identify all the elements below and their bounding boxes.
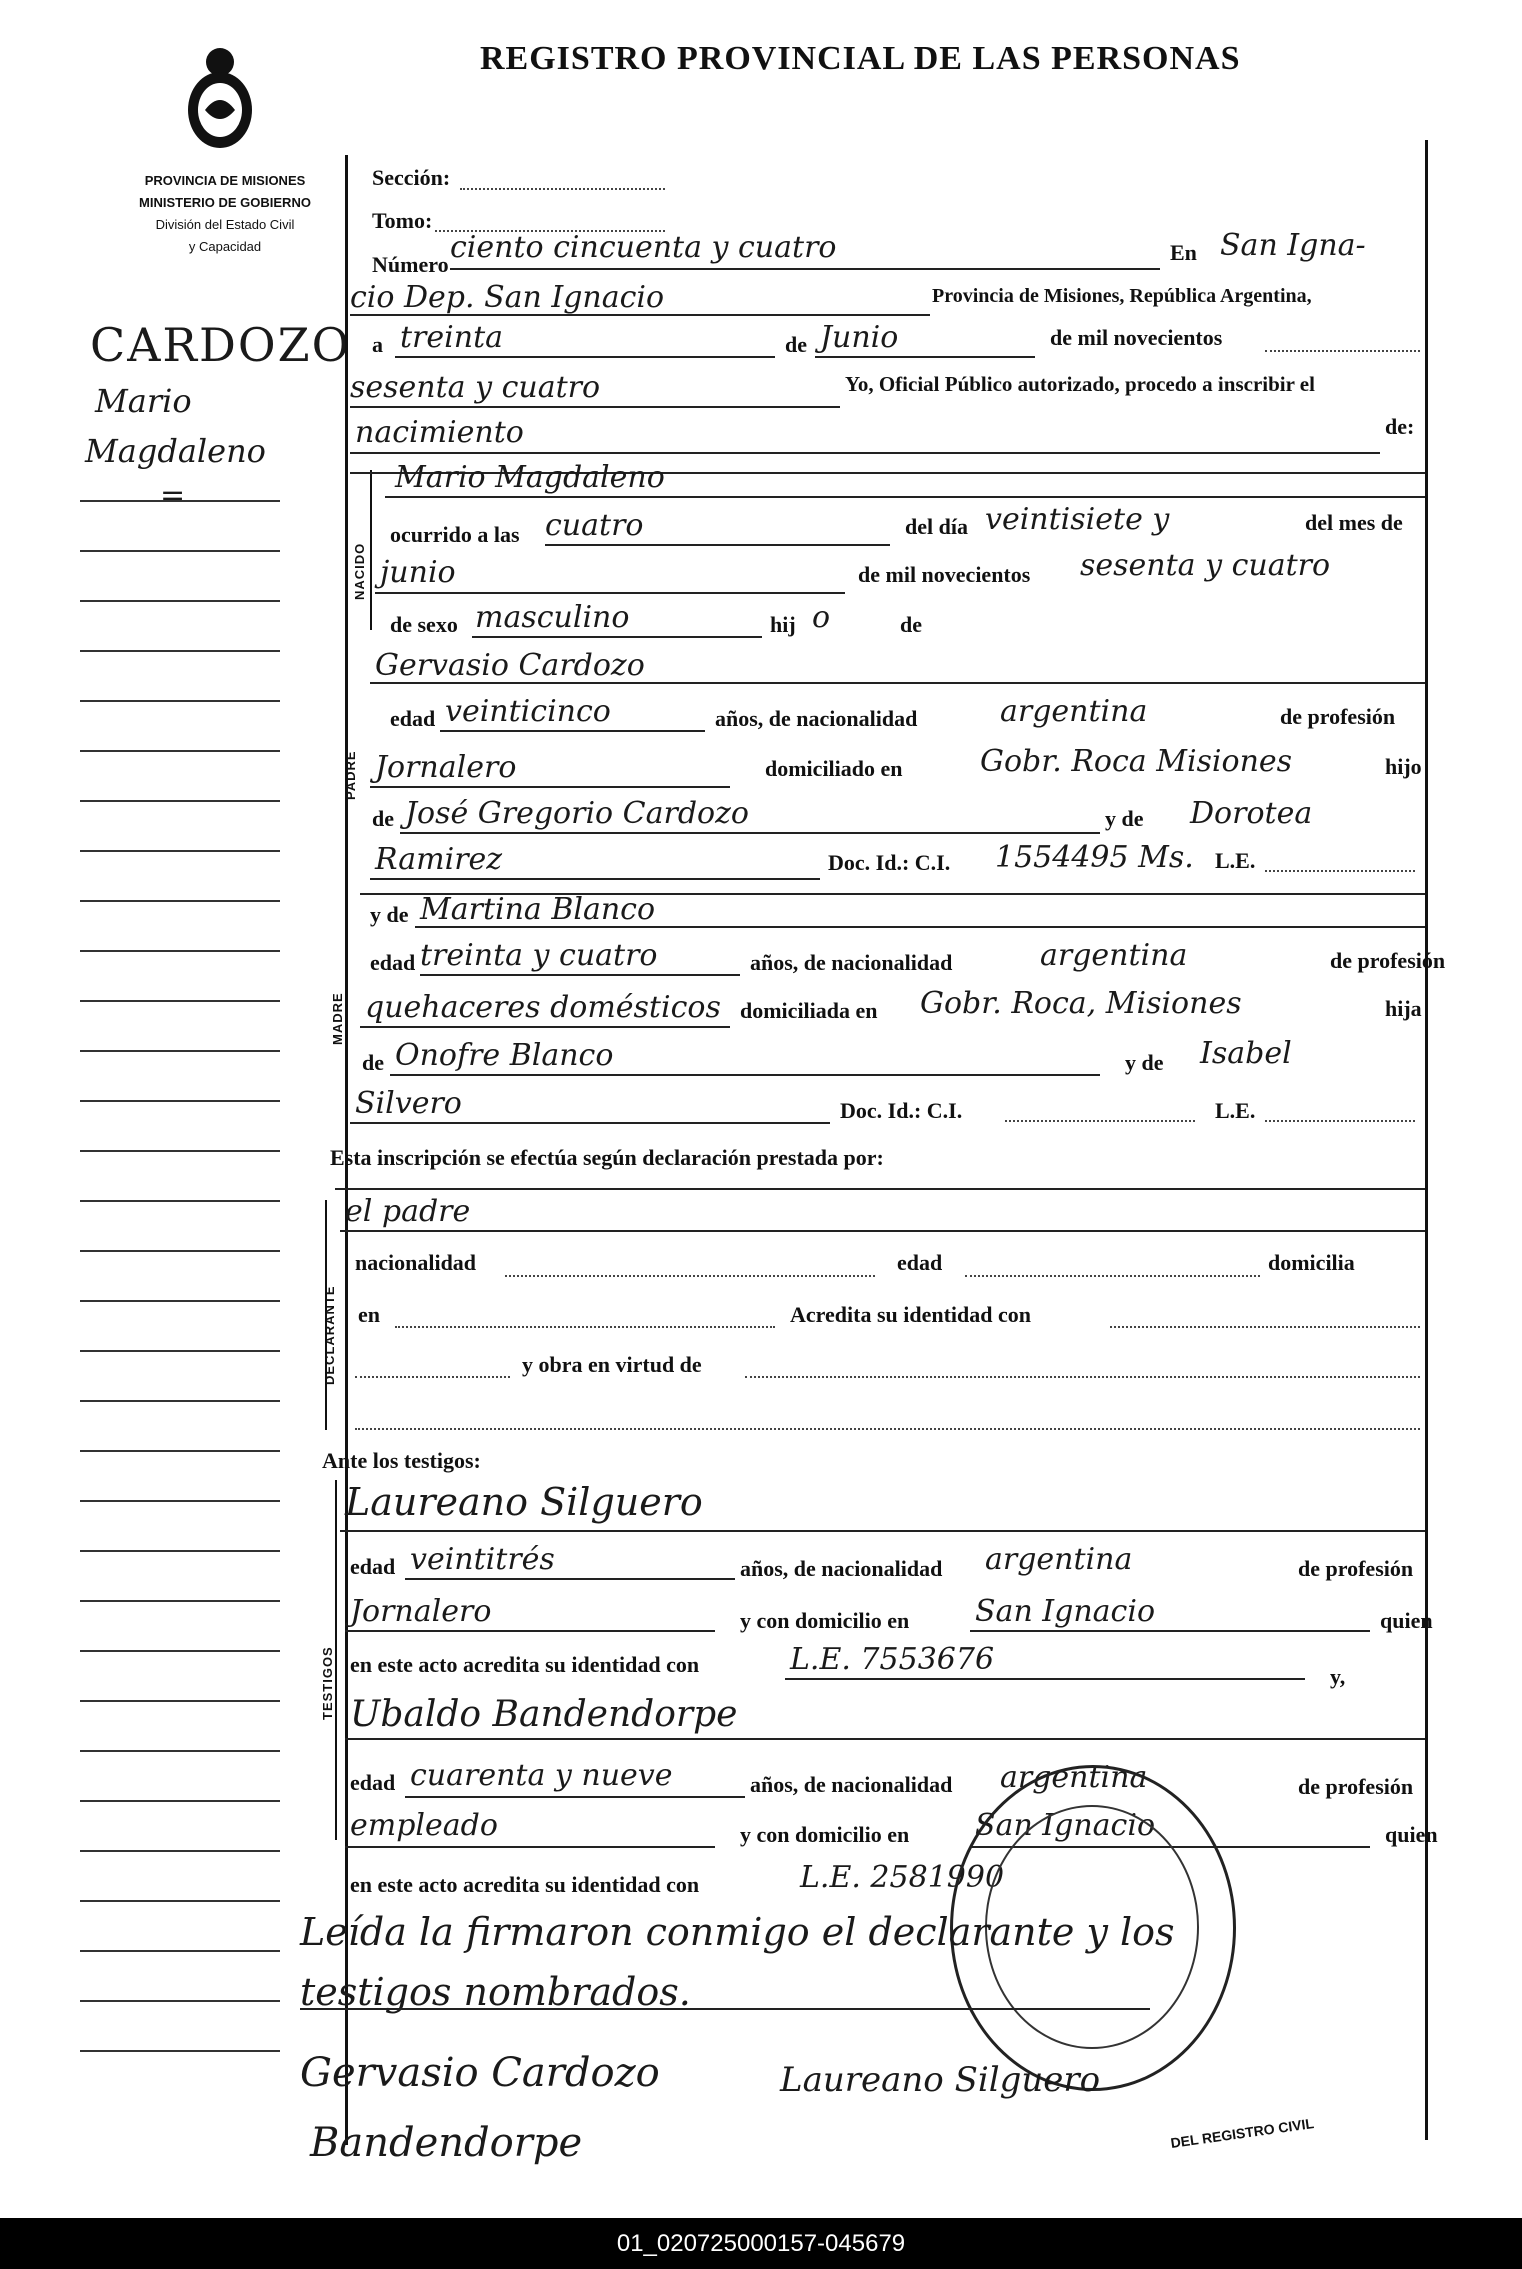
de-mil-label: de mil novecientos (1050, 325, 1223, 350)
t2-prof-value: empleado (350, 1808, 498, 1843)
t2-acto-label: en este acto acredita su identidad con (350, 1872, 700, 1897)
de-colon-label: de: (1385, 414, 1415, 439)
mes-value: Junio (820, 320, 899, 355)
decl-acredita-line (1110, 1326, 1420, 1328)
t2-quien-label: quien (1385, 1822, 1438, 1847)
a-label: a (372, 332, 383, 357)
tomo-label: Tomo: (372, 208, 433, 233)
margin-name-2: Magdaleno (85, 432, 266, 470)
t1-dom-value: San Ignacio (975, 1594, 1156, 1629)
t1-prof-label: de profesión (1298, 1556, 1414, 1581)
abuelo-m-line (390, 1074, 1100, 1076)
t1-edad-value: veintitrés (410, 1542, 555, 1577)
padre-line (370, 682, 1425, 684)
decl-extra-line (355, 1428, 1420, 1430)
margin-rule (80, 1850, 280, 1852)
signature-declarante: Gervasio Cardozo (300, 2050, 660, 2096)
t2-nac-label: años, de nacionalidad (750, 1772, 953, 1797)
testigo2-value: Ubaldo Bandendorpe (350, 1694, 738, 1735)
t2-domicilio-label: y con domicilio en (740, 1822, 910, 1847)
label-nacido: NACIDO (352, 542, 367, 600)
margin-rule (80, 1900, 280, 1902)
decl-nacionalidad-label: nacionalidad (355, 1250, 477, 1275)
madre-prof-value: quehaceres domésticos (365, 990, 721, 1025)
margin-rule (80, 1300, 280, 1302)
t1-acto-label: en este acto acredita su identidad con (350, 1652, 700, 1677)
margin-rule (80, 800, 280, 802)
padre-le-label: L.E. (1215, 848, 1256, 873)
t2-prof-line (345, 1846, 715, 1848)
declaracion-label: Esta inscripción se efectúa según declaración prestada por: (330, 1145, 884, 1170)
yo-label: Yo, Oficial Público autorizado, procedo a inscribir el (845, 372, 1315, 396)
de-mil-line (1265, 350, 1420, 352)
padre-prof-line (370, 786, 730, 788)
padre-prof-value: Jornalero (375, 750, 517, 785)
abuela-m2-value: Silvero (355, 1086, 462, 1121)
declarante-top-line (335, 1188, 1425, 1190)
sexo-value: masculino (475, 600, 630, 635)
abuela-p2-line (370, 878, 820, 880)
nombre-value: Mario Magdaleno (395, 460, 665, 495)
domiciliado-label: domiciliado en (765, 756, 903, 781)
t1-nac-value: argentina (985, 1542, 1133, 1577)
issuer-header (95, 170, 355, 258)
numero-line (450, 268, 1160, 270)
numero-value: ciento cincuenta y cuatro (450, 230, 837, 265)
t2-prof-label: de profesión (1298, 1774, 1414, 1799)
en-value: San Igna- (1220, 228, 1366, 263)
padre-value: Gervasio Cardozo (375, 648, 645, 683)
decl-acredita-label: Acredita su identidad con (790, 1302, 1032, 1327)
de-mil2-label: de mil novecientos (858, 562, 1031, 587)
testigo2-line (345, 1738, 1425, 1740)
t1-dom-line (970, 1630, 1370, 1632)
padre-le-line (1265, 870, 1415, 872)
ocurrido-label: ocurrido a las (390, 522, 520, 547)
madre-doc-line (1005, 1120, 1195, 1122)
decl-edad-label: edad (897, 1250, 943, 1275)
madre-doc-label: Doc. Id.: C.I. (840, 1098, 963, 1123)
hijo-label: hijo (1385, 754, 1422, 779)
margin-rule (80, 550, 280, 552)
margin-rule (80, 650, 280, 652)
testigo1-value: Laureano Silguero (345, 1480, 703, 1524)
padre-edad-line (440, 730, 705, 732)
margin-rule (80, 1100, 280, 1102)
mes-line (815, 356, 1035, 358)
decl-obra-line (745, 1376, 1420, 1378)
numero-label: Número (372, 252, 449, 277)
del-mes-label: del mes de (1305, 510, 1403, 535)
margin-rule (80, 950, 280, 952)
issuer-line-4: y Capacidad (188, 239, 262, 254)
margin-surname: CARDOZO (90, 318, 352, 372)
section-rule-testigos (335, 1480, 337, 1840)
margin-rule (80, 850, 280, 852)
closing-line-2: testigos nombrados. (300, 1970, 691, 2014)
acto-value: nacimiento (355, 415, 524, 450)
t1-prof-line (345, 1630, 715, 1632)
margin-rule (80, 600, 280, 602)
decl-obra-line-a (355, 1376, 510, 1378)
t1-doc-line (785, 1678, 1305, 1680)
margin-rule (80, 1550, 280, 1552)
de-small-label: de (372, 806, 394, 831)
anio-line (350, 406, 840, 408)
del-dia-label: del día (905, 514, 968, 539)
padre-nac-value: argentina (1000, 694, 1148, 729)
madre-prof-line (360, 1026, 730, 1028)
signature-testigo-1: Laureano Silguero (780, 2060, 1101, 2100)
dia-line (395, 356, 775, 358)
hij-label: hij (770, 612, 796, 637)
issuer-line-2: MINISTERIO DE GOBIERNO (139, 195, 311, 210)
t1-edad-label: edad (350, 1554, 396, 1579)
margin-rule (80, 1350, 280, 1352)
abuelo-p-value: José Gregorio Cardozo (405, 796, 749, 831)
label-declarante: DECLARANTE (322, 1285, 337, 1385)
madre-de-label: de (362, 1050, 384, 1075)
margin-rule (80, 750, 280, 752)
de2-label: de (900, 612, 922, 637)
margin-rule (80, 1000, 280, 1002)
coat-of-arms-icon (185, 40, 255, 150)
decl-nacionalidad-line (505, 1275, 875, 1277)
declarante-line (340, 1230, 1425, 1232)
padre-edad-label: edad (390, 706, 436, 731)
t1-nac-label: años, de nacionalidad (740, 1556, 943, 1581)
padre-doc-label: Doc. Id.: C.I. (828, 850, 951, 875)
t1-y-label: y, (1330, 1664, 1346, 1689)
madre-edad-line (420, 974, 740, 976)
madre-prof-label: de profesión (1330, 948, 1446, 973)
abuela-p-value: Dorotea (1190, 796, 1313, 831)
margin-rule (80, 2050, 280, 2052)
decl-edad-line (965, 1275, 1260, 1277)
lugar-value: cio Dep. San Ignacio (350, 280, 665, 315)
padre-doc-value: 1554495 Ms. (995, 840, 1194, 875)
madre-nac-label: años, de nacionalidad (750, 950, 953, 975)
margin-name-1: Mario (95, 382, 192, 420)
madre-dom-value: Gobr. Roca, Misiones (920, 986, 1242, 1021)
label-testigos: TESTIGOS (320, 1646, 335, 1720)
dia-value: treinta (400, 320, 504, 355)
signature-testigo-2: Bandendorpe (310, 2120, 583, 2166)
margin-rule (80, 1650, 280, 1652)
hora-value: cuatro (545, 508, 644, 543)
t2-nac-value: argentina (1000, 1760, 1148, 1795)
page-title: REGISTRO PROVINCIAL DE LAS PERSONAS (480, 40, 1241, 77)
sexo-line (472, 636, 762, 638)
t2-edad-line (405, 1796, 745, 1798)
madre-nac-value: argentina (1040, 938, 1188, 973)
madre-value: Martina Blanco (420, 892, 656, 927)
t1-quien-label: quien (1380, 1608, 1433, 1633)
margin-rule (80, 1750, 280, 1752)
padre-prof-label: de profesión (1280, 704, 1396, 729)
margin-rule (80, 1450, 280, 1452)
margin-rule (80, 1600, 280, 1602)
madre-y-de-label: y de (1125, 1050, 1164, 1075)
y-de-label: y de (1105, 806, 1144, 831)
issuer-line-3: División del Estado Civil (155, 217, 295, 232)
anio-value: sesenta y cuatro (350, 370, 601, 405)
margin-rule (80, 700, 280, 702)
t1-edad-line (405, 1578, 735, 1580)
t2-edad-value: cuarenta y nueve (410, 1758, 673, 1793)
madre-edad-label: edad (370, 950, 416, 975)
t1-prof-value: Jornalero (350, 1594, 492, 1629)
abuelo-m-value: Onofre Blanco (395, 1038, 614, 1073)
lugar-line (350, 314, 930, 316)
t2-doc-value: L.E. 2581990 (800, 1860, 1005, 1895)
domiciliada-label: domiciliada en (740, 998, 878, 1023)
y-de-madre-label: y de (370, 902, 409, 927)
hora-line (545, 544, 890, 546)
hija-label: hija (1385, 996, 1422, 1021)
seccion-line (460, 188, 665, 190)
margin-rule (80, 1250, 280, 1252)
de-sexo-label: de sexo (390, 612, 458, 637)
abuela-m-value: Isabel (1200, 1036, 1292, 1071)
margin-rule (80, 500, 280, 502)
de-label: de (785, 332, 807, 357)
margin-rule (80, 1200, 280, 1202)
stamp-caption: DEL REGISTRO CIVIL (1169, 2115, 1315, 2151)
margin-rule (80, 1700, 280, 1702)
decl-en-line (395, 1326, 775, 1328)
acto-line (350, 452, 1380, 454)
madre-line (415, 926, 1425, 928)
margin-rule (80, 1050, 280, 1052)
closing-line (300, 2008, 1150, 2010)
madre-le-line (1265, 1120, 1415, 1122)
margin-rule (80, 900, 280, 902)
decl-domicilia-label: domicilia (1268, 1250, 1355, 1275)
seccion-label: Sección: (372, 165, 451, 190)
mes-nac-value: junio (380, 555, 456, 590)
madre-le-label: L.E. (1215, 1098, 1256, 1123)
t2-edad-label: edad (350, 1770, 396, 1795)
label-madre: MADRE (330, 992, 345, 1045)
label-padre: PADRE (343, 750, 358, 800)
en-label: En (1170, 240, 1197, 265)
t1-domicilio-label: y con domicilio en (740, 1608, 910, 1633)
madre-edad-value: treinta y cuatro (420, 938, 658, 973)
mes-nac-line (375, 592, 845, 594)
margin-mark: = (160, 478, 186, 513)
hij-value: o (812, 600, 831, 635)
closing-line-1: Leída la firmaron conmigo el declarante y los (300, 1910, 1175, 1954)
testigo1-line (340, 1530, 1425, 1532)
t2-dom-value: San Ignacio (975, 1808, 1156, 1843)
abuelo-p-line (400, 832, 1100, 834)
nombre-line (385, 496, 1425, 498)
ante-testigos-label: Ante los testigos: (322, 1448, 481, 1473)
section-rule-nacido (370, 470, 372, 630)
margin-rule (80, 1950, 280, 1952)
margin-rule (80, 1500, 280, 1502)
margin-rule (80, 1800, 280, 1802)
provincia-label: Provincia de Misiones, República Argentina, (932, 285, 1312, 307)
abuela-p2-value: Ramirez (375, 842, 503, 877)
anio-nac-value: sesenta y cuatro (1080, 548, 1331, 583)
margin-rule (80, 2000, 280, 2002)
t1-doc-value: L.E. 7553676 (790, 1642, 995, 1677)
decl-en-label: en (358, 1302, 380, 1327)
margin-rule (80, 1400, 280, 1402)
padre-edad-value: veinticinco (445, 694, 611, 729)
margin-rule (80, 1150, 280, 1152)
abuela-m2-line (350, 1122, 830, 1124)
declarante-value: el padre (345, 1194, 471, 1229)
issuer-line-1: PROVINCIA DE MISIONES (144, 173, 306, 188)
padre-dom-value: Gobr. Roca Misiones (980, 744, 1293, 779)
dia-nac-value: veintisiete y (985, 502, 1170, 537)
document-id-footer: 01_020725000157-045679 (0, 2218, 1522, 2269)
padre-nac-label: años, de nacionalidad (715, 706, 918, 731)
decl-obra-label: y obra en virtud de (522, 1352, 702, 1377)
